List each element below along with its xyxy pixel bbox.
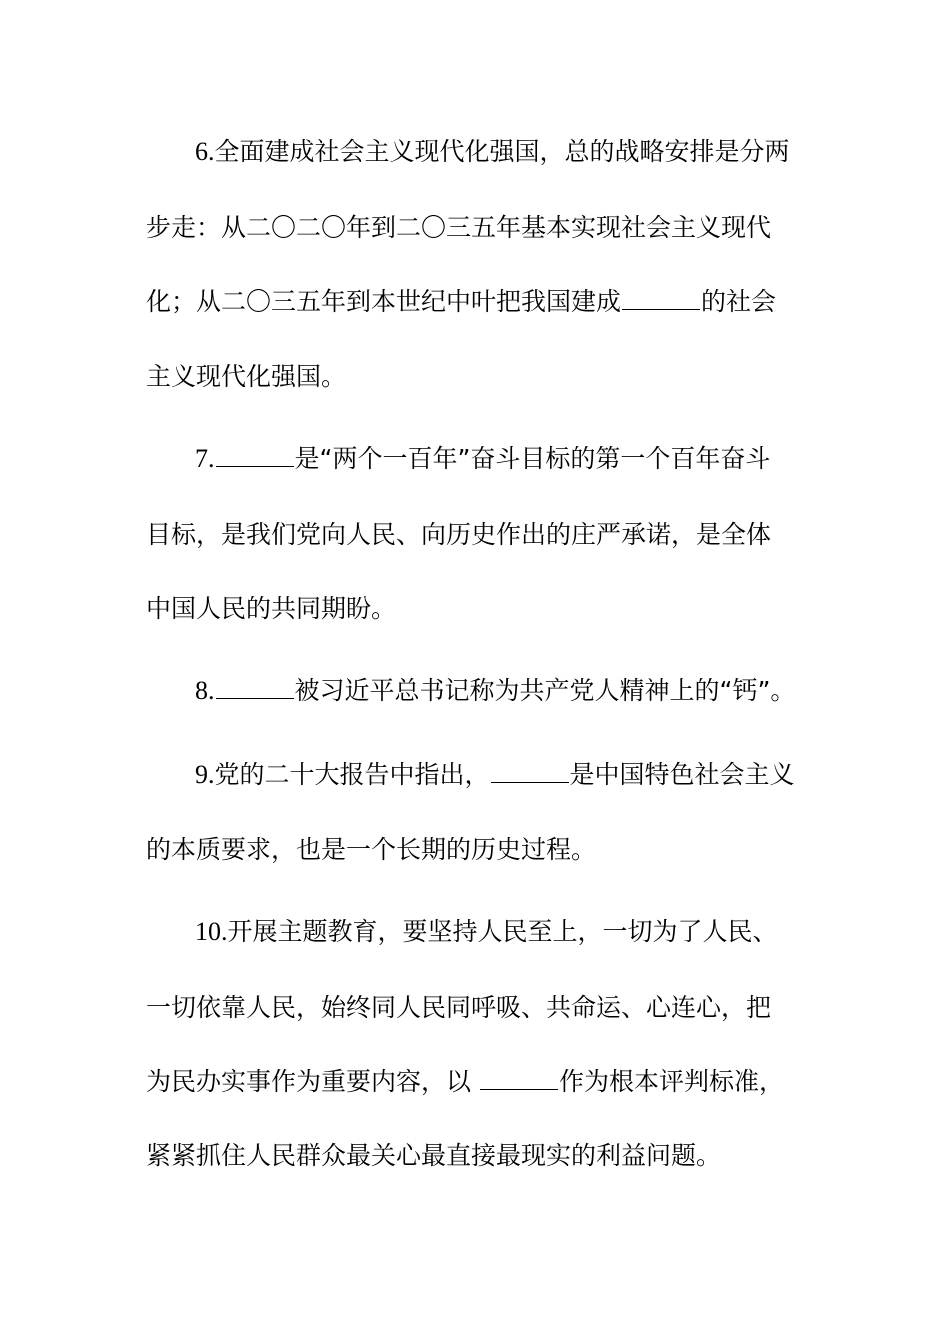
q6-line-3 [146, 286, 776, 318]
q7-line-3 [146, 593, 396, 625]
q6-number: 6. [195, 137, 215, 166]
q10-answer-blank[interactable] [480, 1067, 558, 1090]
q6-line-4 [146, 361, 346, 393]
q7-text-1: 是“两个一百年”奋斗目标的第一个百年奋斗 [294, 444, 771, 473]
q9-text-1: 党的二十大报告中指出， [214, 760, 490, 789]
q9-answer-blank[interactable] [491, 760, 569, 783]
q10-line-4 [146, 1140, 721, 1172]
q10-line-2 [146, 992, 771, 1024]
q7-text-2: 目标，是我们党向人民、向历史作出的庄严承诺，是全体 [146, 520, 772, 549]
q6-text-4: 的社会 [701, 287, 777, 316]
q6-text-1: 全面建成社会主义现代化强国，总的战略安排是分两 [214, 137, 790, 166]
q10-text-3: 为民办实事作为重要内容，以 [146, 1067, 479, 1096]
q10-line-3 [146, 1066, 784, 1098]
q9-number: 9. [195, 760, 215, 789]
q7-text-3: 中国人民的共同期盼。 [146, 594, 397, 623]
q9-line-1 [195, 759, 795, 791]
q7-line-1 [195, 443, 770, 475]
q9-text-2: 是中国特色社会主义 [569, 760, 795, 789]
q6-answer-blank[interactable] [622, 287, 700, 310]
q8-number: 8. [195, 676, 215, 705]
q6-text-5: 主义现代化强国。 [146, 362, 347, 391]
q8-line-1 [195, 675, 795, 707]
q10-text-2: 一切依靠人民，始终同人民同呼吸、共命运、心连心，把 [146, 993, 772, 1022]
q10-number: 10. [195, 917, 228, 946]
q6-text-2: 步走：从二〇二〇年到二〇三五年基本实现社会主义现代 [146, 213, 772, 242]
q10-text-1: 开展主题教育，要坚持人民至上，一切为了人民、 [227, 917, 778, 946]
q6-line-1 [195, 136, 790, 168]
q8-answer-blank[interactable] [216, 676, 294, 699]
q10-text-5: 紧紧抓住人民群众最关心最直接最现实的利益问题。 [146, 1141, 722, 1170]
q8-text-1: 被习近平总书记称为共产党人精神上的“钙”。 [294, 676, 796, 705]
q7-number: 7. [195, 444, 215, 473]
q6-line-2 [146, 212, 771, 244]
q6-text-3: 化；从二〇三五年到本世纪中叶把我国建成 [146, 287, 622, 316]
q10-text-4: 作为根本评判标准， [558, 1067, 784, 1096]
q7-line-2 [146, 519, 771, 551]
q7-answer-blank[interactable] [216, 444, 294, 467]
q9-line-2 [146, 834, 596, 866]
q10-line-1 [195, 916, 778, 948]
q9-text-3: 的本质要求，也是一个长期的历史过程。 [146, 835, 597, 864]
